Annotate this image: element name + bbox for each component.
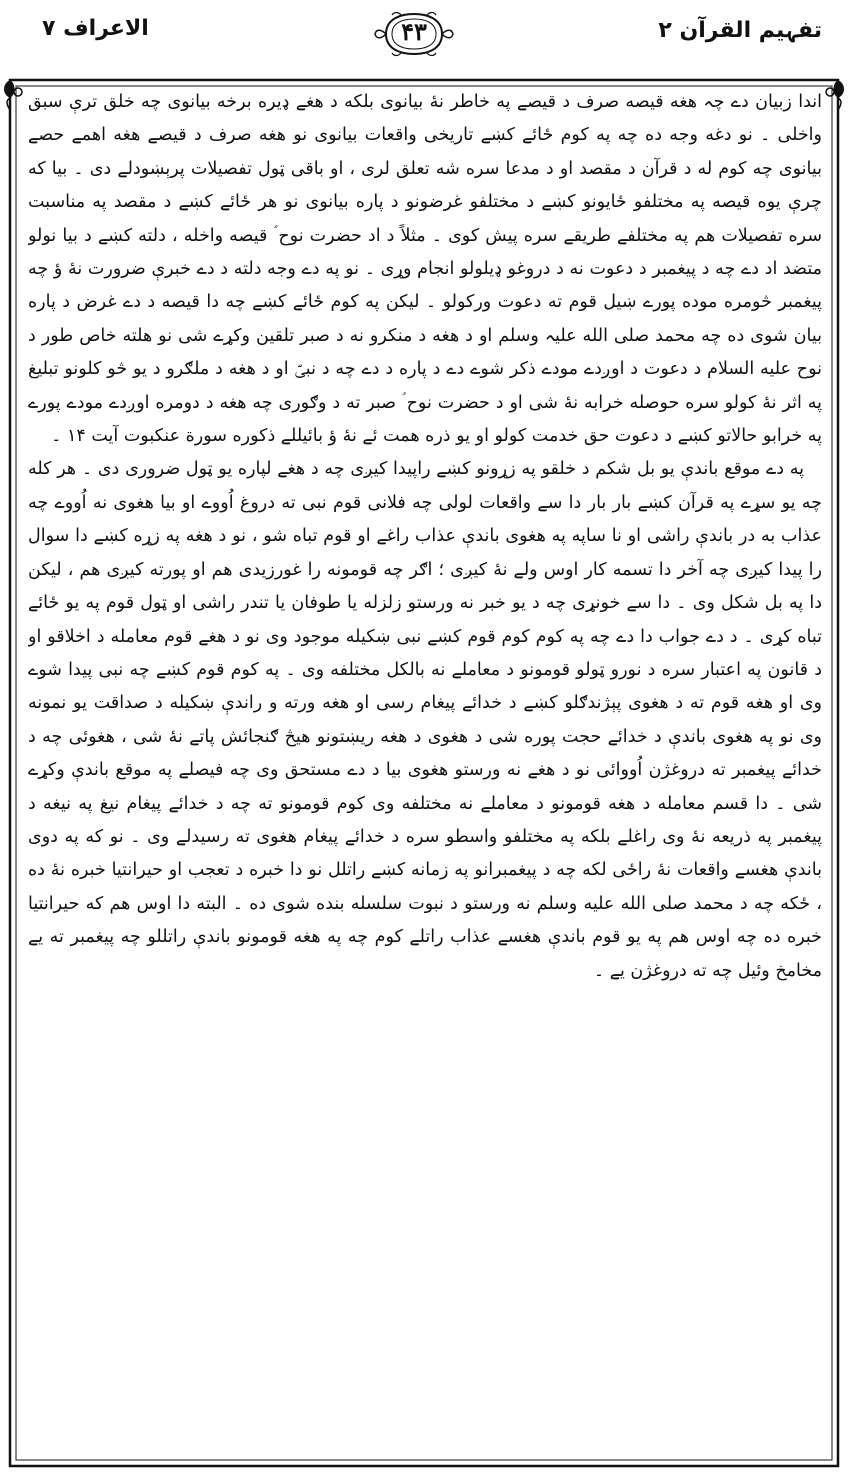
book-title: تفہیم القرآن ۲ [658,18,822,43]
paragraph-1: اندا زبیان دے چہ هغه قیصه صرف د قیصے په خاطر نۀ بیانوی بلکه د هغے ډیره برخه بیانوی چه خلق ترې سبق واخلی ۔ نو دغه وجه ده چه په کوم ځائے کښے تاریخی واقعات بیانوی نو هغه صرف د قیصے هغه اهمے حصے بیانوی چه کوم له د قرآن د مقصد او د مدعا سره شه تعلق لری ، او باقی ټول تفصیلات پرېښودلے دی ۔ بیا که چرې یوه قیصه په مختلفو ځایونو کښے د مختلفو غرضونو د پاره بیانوی نو هر ځائے کښے د مقصد په مناسبت سره تفصیلات هم په مختلفے طریقے سره پیش کوی ۔ مثلاً د اد حضرت نوح ؑ قیصه واخله ، دلته کښے د بیا نولو متضد اد دے چه د پیغمبر د دعوت نه د دروغو ډیلولو انجام وړی ۔ نو په دے وجه دلته د دے خبرې ضرورت نۀ ؤ چه پیغمبر څومره موده پورے ښیل قوم ته دعوت ورکولو ۔ لیکن په کوم ځائے کښے چه دا قیصه د دے غرض د پاره بیان شوی ده چه محمد صلی الله علیہ وسلم او د هغه د منکرو نه د صبر تلقین وکړے شی نو هلته خاص طور د نوح علیه السلام د دعوت د اوږدے مودے ذکر شوے دے د پاره د دے چه د نبیؐ او د هغه د ملګرو د یو څو کلونو تبلیغ په اثر نۀ کولو سره حوصله خرابه نۀ شی او د حضرت نوح ؑ صبر ته د وګوری چه هغه د دومره اوږدے مودے پورے په خرابو حالاتو کښے د دعوت حق خدمت کولو او یو ذره همت ئے نۀ ؤ بائیللے ذکوره سورة عنکبوت آیت ۱۴ ۔ [28,92,822,447]
page-number-badge [372,8,456,60]
page-header [0,0,848,70]
corner-ornament-top-left-icon [4,80,22,110]
page-number: ۴۳ [401,17,427,46]
page-body [28,86,822,1462]
paragraph-2: په دے موقع باندې یو بل شکم د خلقو په زړونو کښے راپیدا کیږی چه د هغے لپاره یو ټول ضروری دی ۔ هر کله چه یو سړے په قرآن کښے بار بار دا سے واقعات لولی چه فلانی قوم نبی ته دروغ اُووے او بیا هغوی نه اُووے چه عذاب به در باندې راشی او نا ساپه په هغوی باندې عذاب راغے او قوم تباه شو ، نو د هغه په زړه کښے دا سوال را پیدا کیږی چه آخر دا تسمه کار اوس ولے نۀ کیږی ؛ اګر چه قومونه را غورزیدی هم او پورته کیږی هم ، لیکن دا په بل شکل وی ۔ دا سے خونړی چه د یو خبر نه ورستو زلزله یا طوفان یا تندر راشی او ټول قوم په یو ځائے تباه کړی ۔ د دے جواب دا دے چه په کوم کوم قوم کښے نبی ښکیله موجود وی نو د هغے قوم معامله د اخلاقو او د قانون په اعتبار سره د نورو ټولو قومونو د معاملے نه بالکل مختلفه وی ۔ په کوم قوم کښے چه نبی پیدا شوے وی او هغه قوم ته د هغوی پېژندګلو کښے د خدائے پیغام رسی او هغه ورته و راندې ښکیله د صداقت یو نمونه وی نو په هغوی باندې د خدائے حجت پوره شی د هغوی د هغه ریښتونو هیڅ ګنجائش پاتے نۀ شی ، هغوئی چه د خدائے پیغمبر ته دروغژن اُووائی نو د هغے نه ورستو هغوی بیا د دے مستحق وی چه فیصلے په موقع باندې وکړے شی ۔ دا قسم معامله د هغه قومونو د معاملے نه مختلفه وی کوم قومونو ته چه د خدائے پیغام نیغ په نیغه د پیغمبر په ذریعه نۀ وی راغلے بلکه په مختلفو واسطو سره د خدائے پیغام هغوی ته رسیدلے وی ۔ نو که په دوی باندې هغسے واقعات نۀ راځی لکه چه د پیغمبرانو په زمانه کښے راتلل نو دا خبره د تعجب او حیرانتیا خبره نۀ ده ، ځکه چه د محمد صلی الله علیه وسلم نه ورستو د نبوت سلسله بنده شوی ده ۔ البته دا اوس هم که حیرانتیا خبره ده چه اوس هم په یو قوم باندې هغسے عذاب راتلے کوم چه په هغه قومونو باندې راتللو چه پیغمبر ته یے مخامخ وئیل چه ته دروغژن یے ۔ [28,459,822,981]
surah-name: الاعراف ۷ [42,16,149,41]
corner-ornament-top-right-icon [826,80,844,110]
